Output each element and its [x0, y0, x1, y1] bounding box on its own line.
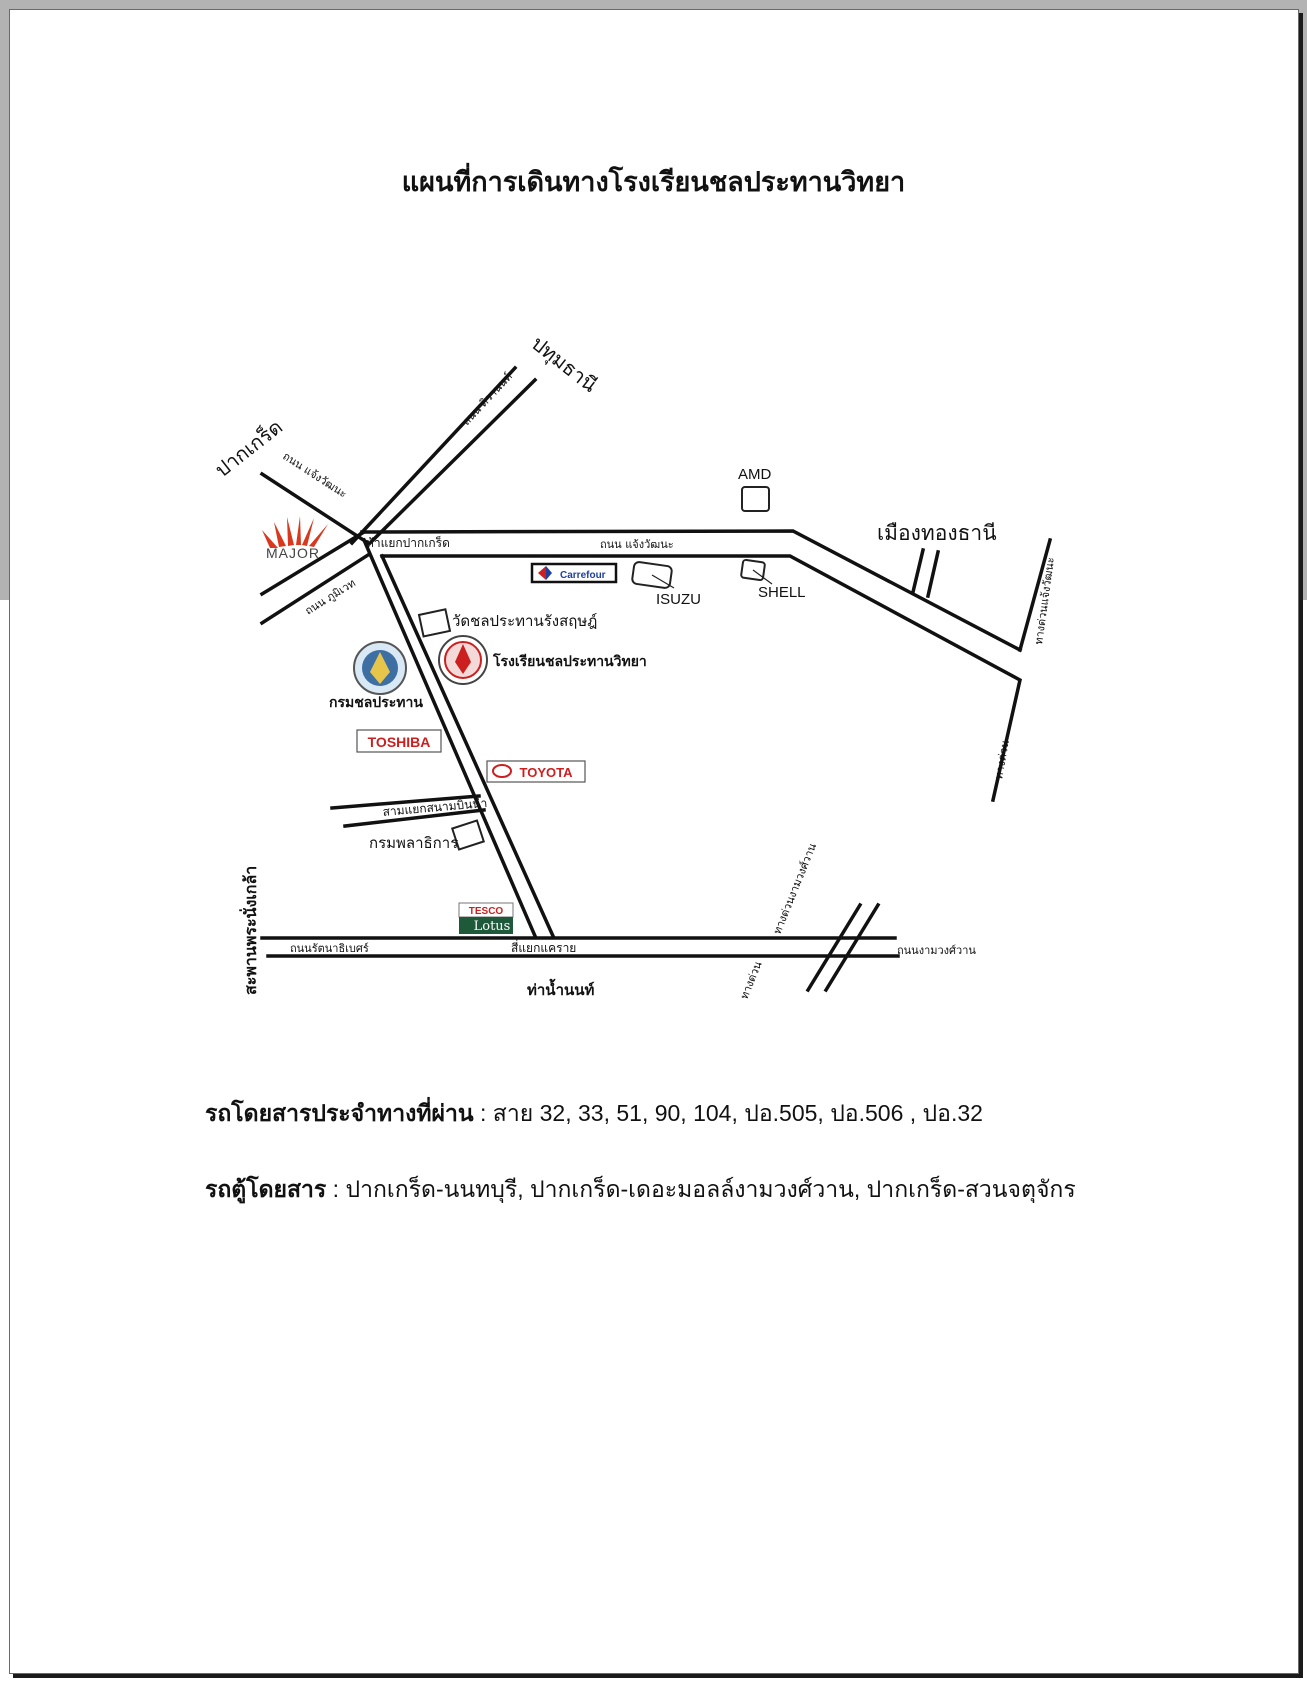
label-amd: AMD — [738, 466, 772, 483]
label-rid: กรมชลประทาน — [329, 695, 423, 711]
label-road-rattanathibet: ถนนรัตนาธิเบศร์ — [290, 942, 369, 955]
major-logo-ray — [302, 518, 314, 546]
toyota-logo-text: TOYOTA — [519, 765, 573, 780]
label-road-ngamwongwan: ถนนงามวงศ์วาน — [897, 944, 976, 957]
carrefour-logo-text: Carrefour — [560, 570, 606, 581]
label-shell: SHELL — [758, 584, 806, 601]
label-road-chaengwattana-upper: ถนน แจ้งวัฒนะ — [280, 449, 350, 501]
bus-info-value: : สาย 32, 33, 51, 90, 104, ปอ.505, ปอ.506 , ปอ.32 — [473, 1100, 983, 1126]
lotus-logo-text: Lotus — [473, 919, 511, 934]
rid-seal — [354, 642, 406, 694]
label-road-chaengwattana-main: ถนน แจ้งวัฒนะ — [600, 538, 674, 551]
bus-info-label: รถโดยสารประจำทางที่ผ่าน — [205, 1100, 474, 1126]
school-seal — [439, 636, 487, 684]
label-khae-rai: สี่แยกแคราย — [511, 941, 577, 955]
direction-saphan-phra-nangklao: สะพานพระนั่งเกล้า — [241, 865, 260, 995]
direction-pathumthani: ปทุมธานี — [526, 331, 602, 397]
direction-pakkret: ปากเกร็ด — [210, 414, 288, 482]
major-logo-ray — [274, 522, 286, 547]
label-sanambinnam: สามแยกสนามบินน้ำ — [382, 795, 488, 819]
label-road-expressway-bottom: ทางด่วน — [737, 959, 765, 1002]
label-isuzu: ISUZU — [656, 591, 701, 608]
tesco-logo-text: TESCO — [468, 906, 504, 917]
label-pakkret-junction: ห้าแยกปากเกร็ด — [366, 536, 450, 550]
direction-tha-nam-nonthaburi: ท่าน้ำนนท์ — [527, 981, 595, 999]
major-logo-ray — [309, 524, 328, 547]
van-info-label: รถตู้โดยสาร — [205, 1176, 327, 1202]
van-info-value: : ปากเกร็ด-นนทบุรี, ปากเกร็ด-เดอะมอลล์งามวงศ์วาน, ปากเกร็ด-สวนจตุจักร — [326, 1176, 1076, 1202]
tesco-lotus-logo — [459, 903, 513, 934]
road-muangthong-spur-left — [913, 550, 923, 592]
major-logo-text: MAJOR — [266, 545, 320, 561]
label-road-expressway-east: ทางด่วน — [992, 739, 1012, 781]
label-school: โรงเรียนชลประทานวิทยา — [493, 654, 647, 670]
label-road-expressway-ngamwongwan: ทางด่วนงามวงศ์วาน — [770, 841, 820, 937]
major-logo-ray — [287, 517, 294, 546]
major-logo-ray — [296, 516, 301, 545]
road-tiwanon-right — [370, 380, 535, 543]
toshiba-logo — [357, 730, 441, 752]
label-road-tiwanon: ถนน ติวานนท์ — [459, 370, 515, 429]
van-info — [205, 1172, 1076, 1208]
toyota-logo — [487, 761, 585, 782]
amd-marker — [742, 487, 769, 511]
road-muangthong-spur-right — [928, 552, 938, 596]
major-logo — [262, 516, 328, 561]
label-road-chulabhorn: ถนน ภูมิเวท — [302, 576, 358, 618]
wat-marker — [419, 609, 450, 636]
page-title: แผนที่การเดินทางโรงเรียนชลประทานวิทยา — [401, 167, 906, 198]
label-wat: วัดชลประทานรังสฤษฎ์ — [452, 612, 598, 630]
carrefour-logo — [532, 564, 616, 582]
label-welfare: กรมพลาธิการ — [369, 834, 459, 852]
bus-info — [205, 1096, 983, 1132]
direction-muangthong: เมืองทองธานี — [877, 521, 997, 545]
label-road-expressway-chaengwattana: ทางด่วนแจ้งวัฒนะ — [1032, 556, 1058, 646]
toshiba-logo-text: TOSHIBA — [367, 734, 431, 750]
